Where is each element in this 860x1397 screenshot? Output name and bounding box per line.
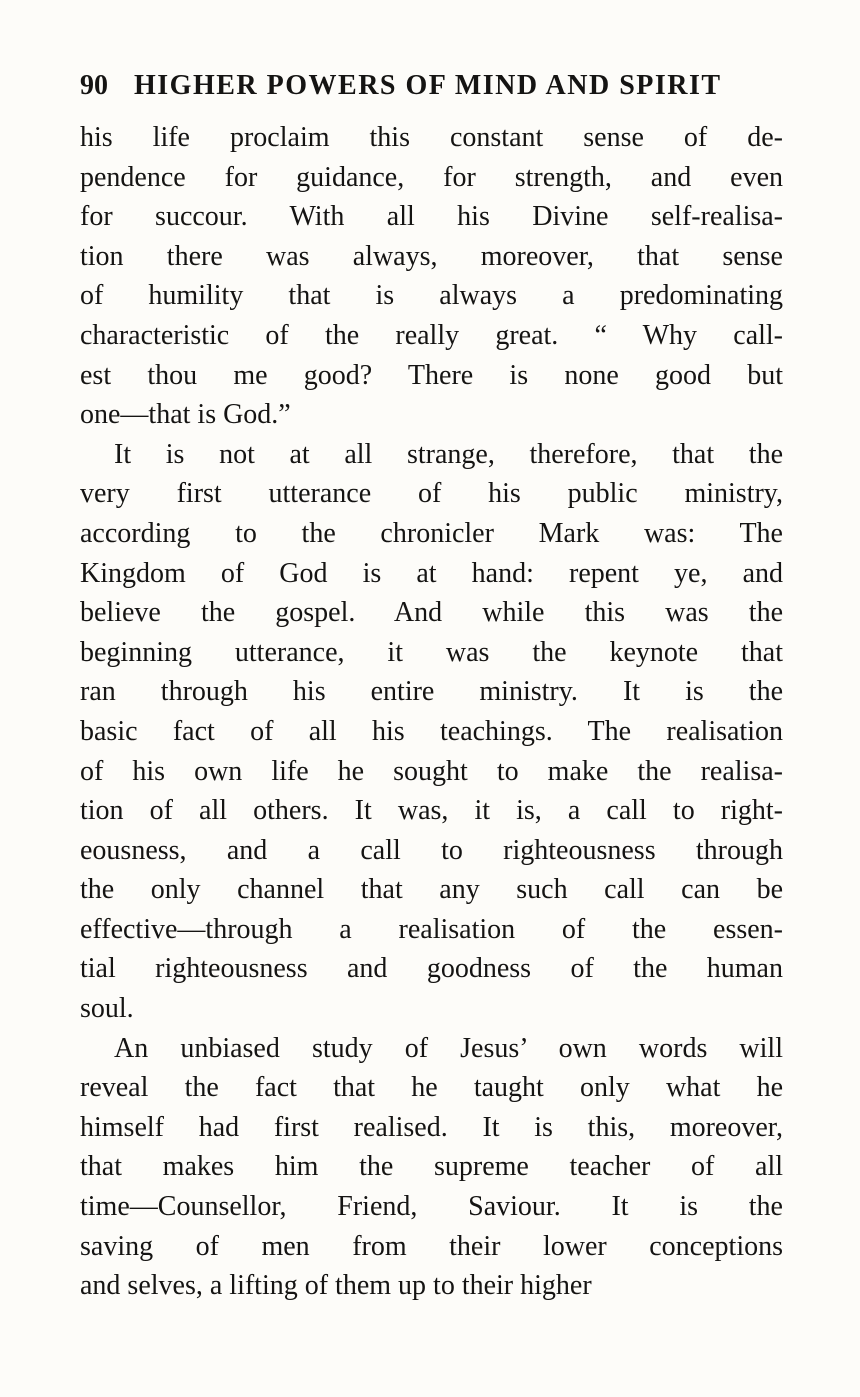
text-line: his life proclaim this constant sense of de-	[80, 122, 783, 153]
text-line: reveal the fact that he taught only what he	[80, 1072, 783, 1104]
running-title: HIGHER POWERS OF MIND AND SPIRIT	[134, 70, 722, 101]
page-header	[80, 70, 783, 102]
text-line: It is not at all strange, therefore, that the	[114, 438, 783, 470]
text-line: An unbiased study of Jesus’ own words will	[114, 1032, 783, 1064]
text-line: basic fact of all his teachings. The realisation	[80, 715, 783, 747]
paragraph	[80, 1029, 783, 1306]
text-line: effective—through a realisation of the essen-	[80, 913, 783, 945]
page-number: 90	[80, 70, 108, 101]
text-line: eousness, and a call to righteousness through	[80, 834, 783, 866]
text-line: time—Counsellor, Friend, Saviour. It is the	[80, 1191, 783, 1223]
text-line: est thou me good? There is none good but	[80, 359, 783, 391]
text-line: tial righteousness and goodness of the human	[80, 953, 783, 985]
text-line: beginning utterance, it was the keynote that	[80, 636, 783, 668]
text-line: very first utterance of his public ministry,	[80, 478, 783, 510]
text-line: Kingdom of God is at hand: repent ye, and	[80, 557, 783, 589]
text-line: of humility that is always a predominating	[80, 280, 783, 312]
text-line: of his own life he sought to make the realisa-	[80, 755, 783, 787]
text-line: tion of all others. It was, it is, a call to right-	[80, 795, 783, 827]
text-line: tion there was always, moreover, that sense	[80, 240, 783, 272]
text-line: and selves, a lifting of them up to their higher	[80, 1270, 592, 1302]
text-line: himself had first realised. It is this, moreover,	[80, 1111, 783, 1143]
text-line: believe the gospel. And while this was the	[80, 597, 783, 629]
text-line: soul.	[80, 993, 134, 1025]
text-line: ran through his entire ministry. It is the	[80, 676, 783, 708]
text-line: according to the chronicler Mark was: The	[80, 517, 783, 549]
page-text	[80, 118, 783, 1306]
text-line: for succour. With all his Divine self-realisa-	[80, 201, 783, 233]
text-line: the only channel that any such call can be	[80, 874, 783, 906]
text-line: characteristic of the really great. “ Why call-	[80, 319, 783, 351]
text-line: one—that is God.”	[80, 399, 291, 431]
text-line: pendence for guidance, for strength, and even	[80, 161, 783, 193]
paragraph	[80, 435, 783, 1029]
text-line: that makes him the supreme teacher of all	[80, 1151, 783, 1183]
paragraph	[80, 118, 783, 435]
text-line: saving of men from their lower conceptions	[80, 1230, 783, 1262]
